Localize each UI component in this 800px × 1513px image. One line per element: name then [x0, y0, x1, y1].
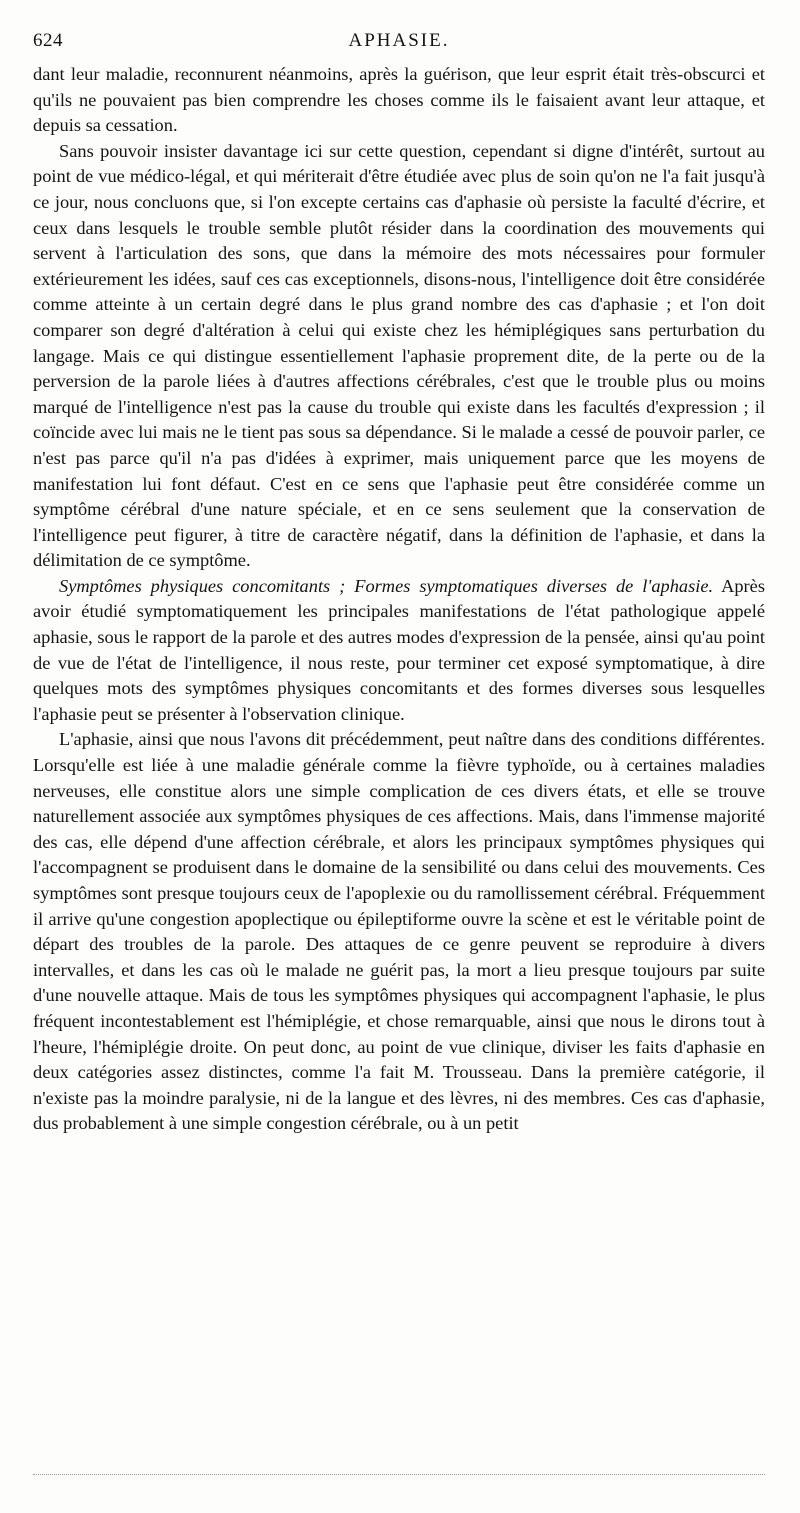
body-text: [33, 62, 765, 1137]
page-number: 624: [33, 30, 63, 51]
paragraph-continuation: dant leur maladie, reconnurent néanmoins, après la guérison, que leur esprit était très-obscurci et qu'ils ne pouvaient pas bien comprendre les choses comme ils le faisaient avant leur attaque, et depuis sa cessation.: [33, 64, 765, 136]
paragraph-symptoms-section: [33, 574, 765, 728]
section-heading: Symptômes physiques concomitants ; Formes symptomatiques diverses de l'aphasie.: [59, 575, 714, 596]
page-footer-rule: [33, 1474, 765, 1483]
section-paragraph-text: Après avoir étudié symptomatiquement les principales manifestations de l'état pathologique appelé aphasie, sous le rapport de la parole et des autres modes d'expression de la pensée, ainsi qu'au point de vue de l'état de l'intelligence, il nous reste, pour terminer cet exposé symptomatique, à dire quelques mots des symptômes physiques concomitants et des formes diverses sous lesquelles l'aphasie peut se présenter à l'observation clinique.: [33, 575, 765, 724]
running-title: APHASIE.: [348, 30, 450, 51]
paragraph-conditions: L'aphasie, ainsi que nous l'avons dit précédemment, peut naître dans des conditions différentes. Lorsqu'elle est liée à une maladie générale comme la fièvre typhoïde, ou à certaines maladies nerveuses, elle constitue alors une simple complication de ces divers états, et elle se trouve naturellement associée aux symptômes physiques de ces affections. Mais, dans l'immense majorité des cas, elle dépend d'une affection cérébrale, et alors les principaux symptômes physiques qui l'accompagnent se produisent dans le domaine de la sensibilité ou dans celui des mouvements. Ces symptômes sont presque toujours ceux de l'apoplexie ou du ramollissement cérébral. Fréquemment il arrive qu'une congestion apoplectique ou épileptiforme ouvre la scène et est le véritable point de départ des troubles de la parole. Des attaques de ce genre peuvent se reproduire à divers intervalles, et dans les cas où le malade ne guérit pas, la mort a lieu presque toujours par suite d'une nouvelle attaque. Mais de tous les symptômes physiques qui accompagnent l'aphasie, le plus fréquent incontestablement est l'hémiplégie, et chose remarquable, ainsi que nous le dirons tout à l'heure, l'hémiplégie droite. On peut donc, au point de vue clinique, diviser les faits d'aphasie en deux catégories assez distinctes, comme l'a fait M. Trousseau. Dans la première catégorie, il n'existe pas la moindre paralysie, ni de la langue et des lèvres, ni des membres. Ces cas d'aphasie, dus probablement à une simple congestion cérébrale, ou à un petit: [33, 729, 765, 1134]
paragraph-intelligence-conclusion: Sans pouvoir insister davantage ici sur cette question, cependant si digne d'intérêt, surtout au point de vue médico-légal, et qui mériterait d'être étudiée avec plus de soin qu'on ne l'a fait jusqu'à ce jour, nous concluons que, si l'on excepte certains cas d'aphasie où persiste la faculté d'écrire, et ceux dans lesquels le trouble semble plutôt résider dans la coordination des mouvements qui servent à l'articulation des sons, que dans la mémoire des mots nécessaires pour formuler extérieurement les idées, sauf ces cas exceptionnels, disons-nous, l'intelligence doit être considérée comme atteinte à un certain degré dans le plus grand nombre des cas d'aphasie ; et l'on doit comparer son degré d'altération à celui qui existe chez les hémiplégiques sans perturbation du langage. Mais ce qui distingue essentiellement l'aphasie proprement dite, de la perte ou de la perversion de la parole liées à d'autres affections cérébrales, c'est que le trouble plus ou moins marqué de l'intelligence n'est pas la cause du trouble qui existe dans les facultés d'expression ; il coïncide avec lui mais ne le tient pas sous sa dépendance. Si le malade a cessé de pouvoir parler, ce n'est pas parce qu'il n'a pas d'idées à exprimer, mais uniquement parce que les moyens de manifestation lui font défaut. C'est en ce sens que l'aphasie peut être considérée comme un symptôme cérébral d'une nature spéciale, et en ce sens seulement que la conservation de l'intelligence peut figurer, à titre de caractère négatif, dans la définition de l'aphasie, et dans la délimitation de ce symptôme.: [33, 140, 765, 571]
page-header: [33, 30, 765, 60]
